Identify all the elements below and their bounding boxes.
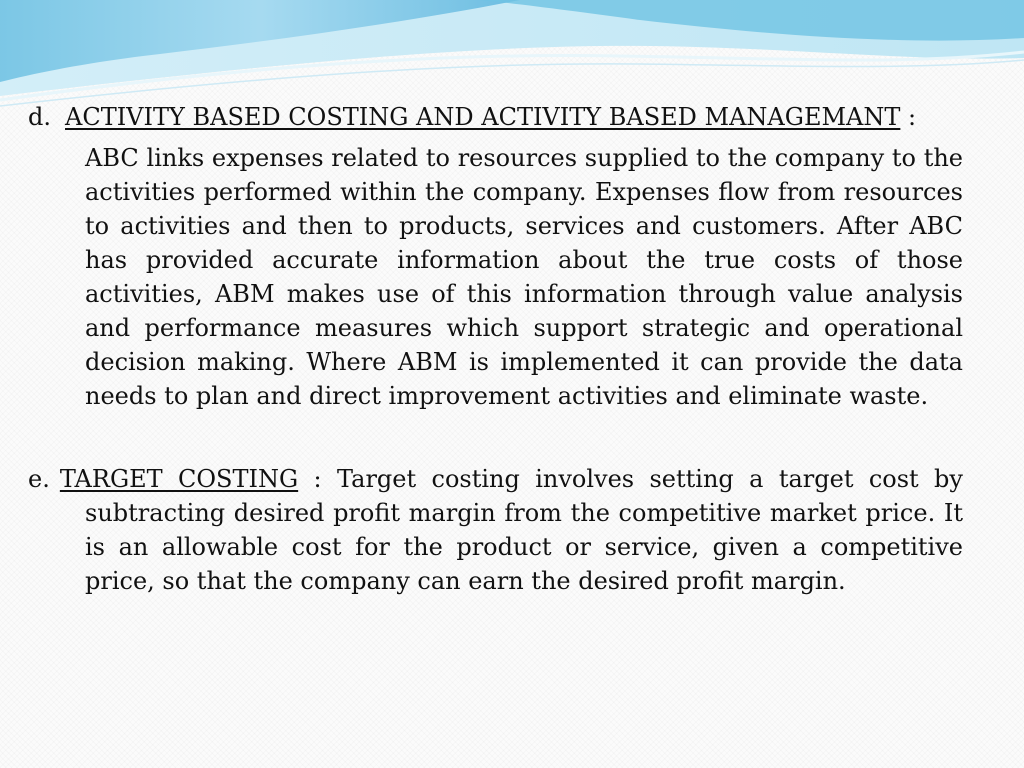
section-e [28, 462, 963, 598]
section-e-marker: e. [28, 465, 50, 493]
section-d-paragraph: ABC links expenses related to resources supplied to the company to the activities performed within the company. Expenses flow from resources to activities and then to products, services and customers. After ABC has provided accurate information about the true costs of those activities, ABM makes use of this information through value analysis and performance measures which support strategic and operational decision making. Where ABM is implemented it can provide the data needs to plan and direct improvement activities and eliminate waste. [85, 144, 963, 410]
section-e-lead-text: Target costing involves setting a target cost by [337, 465, 963, 493]
section-e-title: TARGET COSTING [59, 465, 299, 493]
section-e-first-line [28, 462, 963, 496]
section-d-marker: d. [28, 103, 51, 131]
section-e-colon: : [313, 465, 322, 493]
section-e-paragraph: subtracting desired profit margin from the competitive market price. It is an allowable cost for the product or service, given a competitive price, so that the company can earn the desired profit margin. [85, 499, 963, 595]
section-d-heading [28, 100, 916, 134]
section-d-colon: : [908, 103, 917, 131]
section-d-title: ACTIVITY BASED COSTING AND ACTIVITY BASED MANAGEMANT [65, 103, 901, 131]
